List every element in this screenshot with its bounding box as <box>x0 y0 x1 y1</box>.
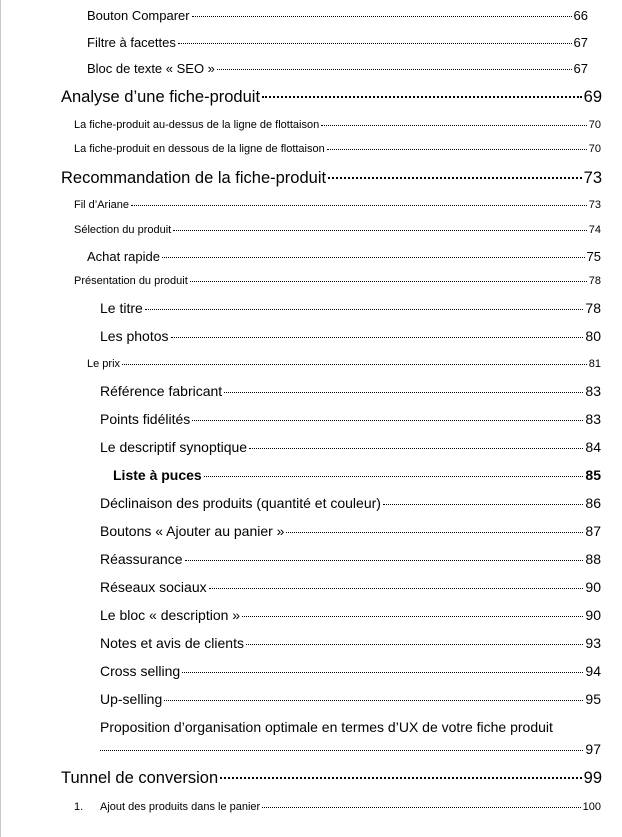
toc-entry-page: 90 <box>585 579 601 595</box>
toc-entry[interactable] <box>74 143 601 155</box>
toc-entry-page: 74 <box>588 224 601 236</box>
dot-leader <box>182 672 583 673</box>
toc-entry-label: Bouton Comparer <box>87 8 190 23</box>
toc-entry[interactable] <box>100 551 601 567</box>
toc-entry-page: 95 <box>585 691 601 707</box>
toc-entry-wrapped-leader[interactable] <box>100 741 601 757</box>
toc-entry-number: 1. <box>74 801 84 813</box>
toc-entry[interactable] <box>74 224 601 236</box>
toc-entry[interactable] <box>100 663 601 679</box>
toc-entry-page: 88 <box>585 551 601 567</box>
toc-entry-label: Référence fabricant <box>100 383 223 399</box>
toc-heading-page: 99 <box>583 769 602 787</box>
toc-entry-label: Le titre <box>100 300 143 316</box>
toc-entry-label: Fil d’Ariane <box>74 199 130 211</box>
toc-entry[interactable] <box>87 358 601 370</box>
dot-leader <box>262 96 582 98</box>
toc-entry-label: Déclinaison des produits (quantité et couleur) <box>100 495 381 511</box>
toc-entry-label: La fiche-produit au-dessus de la ligne de flottaison <box>74 119 320 131</box>
toc-entry[interactable] <box>100 523 601 539</box>
toc-entry-page: 87 <box>585 523 601 539</box>
toc-entry[interactable] <box>87 249 601 264</box>
toc-heading-label: Analyse d’une fiche-produit <box>61 88 261 106</box>
toc-entry[interactable] <box>100 607 601 623</box>
toc-entry[interactable] <box>100 383 601 399</box>
dot-leader <box>204 476 584 477</box>
dot-leader <box>262 807 580 808</box>
dot-leader <box>209 588 584 589</box>
toc-entry-page: 80 <box>585 328 601 344</box>
dot-leader <box>327 149 587 150</box>
dot-leader <box>217 69 572 70</box>
toc-entry[interactable] <box>100 579 601 595</box>
toc-entry-page: 84 <box>585 439 601 455</box>
toc-entry-label: Notes et avis de clients <box>100 635 244 651</box>
toc-entry-page: 73 <box>588 199 601 211</box>
toc-entry-label: Boutons « Ajouter au panier » <box>100 523 285 539</box>
toc-entry-label: Filtre à facettes <box>87 35 176 50</box>
toc-entry-page: 100 <box>582 801 601 813</box>
toc-entry-label: Présentation du produit <box>74 275 188 287</box>
toc-entry-label: Ajout des produits dans le panier <box>100 801 261 813</box>
toc-entry-page: 94 <box>585 663 601 679</box>
toc-heading[interactable] <box>61 769 602 788</box>
dot-leader <box>249 448 583 449</box>
dot-leader <box>162 257 585 258</box>
dot-leader <box>246 644 583 645</box>
toc-entry-label: Points fidélités <box>100 411 191 427</box>
dot-leader <box>173 230 587 231</box>
toc-entry[interactable] <box>100 300 601 316</box>
dot-leader <box>171 337 584 338</box>
toc-entry[interactable] <box>87 8 588 23</box>
toc-entry-page: 90 <box>585 607 601 623</box>
dot-leader <box>220 777 581 779</box>
dot-leader <box>328 177 582 179</box>
toc-entry-label: La fiche-produit en dessous de la ligne de flottaison <box>74 143 325 155</box>
toc-entry-page: 83 <box>585 411 601 427</box>
dot-leader <box>100 750 583 751</box>
dot-leader <box>192 16 572 17</box>
toc-entry-label: Cross selling <box>100 663 181 679</box>
dot-leader <box>178 43 572 44</box>
toc-entry-page: 67 <box>573 61 588 76</box>
toc-entry[interactable] <box>100 328 601 344</box>
toc-heading[interactable] <box>61 169 602 188</box>
dot-leader <box>192 420 583 421</box>
toc-entry[interactable] <box>74 199 601 211</box>
toc-entry-page: 86 <box>585 495 601 511</box>
toc-entry-label: Liste à puces <box>113 467 202 483</box>
toc-entry-page: 97 <box>585 741 601 757</box>
toc-entry-page: 70 <box>588 143 601 155</box>
toc-entry-page: 66 <box>573 8 588 23</box>
toc-entry[interactable] <box>100 635 601 651</box>
dot-leader <box>122 364 587 365</box>
dot-leader <box>321 125 587 126</box>
toc-heading[interactable] <box>61 88 602 107</box>
toc-entry-page: 83 <box>585 383 601 399</box>
toc-entry[interactable] <box>113 467 601 483</box>
toc-entry-page: 85 <box>585 467 601 483</box>
toc-entry-page: 93 <box>585 635 601 651</box>
toc-entry-page: 78 <box>588 275 601 287</box>
toc-entry[interactable] <box>87 35 588 50</box>
toc-entry-page: 75 <box>586 249 601 264</box>
toc-entry-page: 81 <box>588 358 601 370</box>
toc-heading-page: 73 <box>583 169 602 187</box>
toc-entry[interactable] <box>100 411 601 427</box>
toc-entry-label: Réseaux sociaux <box>100 579 207 595</box>
dot-leader <box>185 560 584 561</box>
toc-entry[interactable] <box>100 495 601 511</box>
toc-entry-page: 78 <box>585 300 601 316</box>
toc-entry-label: Up-selling <box>100 691 163 707</box>
toc-entry-page: 67 <box>573 35 588 50</box>
toc-entry[interactable] <box>87 61 588 76</box>
toc-entry-label: Le prix <box>87 358 121 370</box>
toc-entry-label: Le bloc « description » <box>100 607 241 623</box>
toc-entry-page: 70 <box>588 119 601 131</box>
dot-leader <box>131 205 587 206</box>
toc-entry[interactable] <box>100 691 601 707</box>
toc-entry-label: Réassurance <box>100 551 183 567</box>
dot-leader <box>164 700 583 701</box>
toc-entry-label: Bloc de texte « SEO » <box>87 61 215 76</box>
dot-leader <box>286 532 583 533</box>
dot-leader <box>242 616 583 617</box>
toc-entry[interactable] <box>74 119 601 131</box>
dot-leader <box>224 392 583 393</box>
toc-entry[interactable] <box>100 439 601 455</box>
toc-entry-label: Le descriptif synoptique <box>100 439 248 455</box>
dot-leader <box>383 504 583 505</box>
dot-leader <box>190 281 587 282</box>
toc-entry-wrapped-label[interactable]: Proposition d’organisation optimale en termes d’UX de votre fiche produit <box>100 719 553 735</box>
toc-heading-label: Recommandation de la fiche-produit <box>61 169 327 187</box>
page-edge <box>0 0 1 837</box>
dot-leader <box>145 309 584 310</box>
toc-entry[interactable] <box>74 801 601 813</box>
toc-entry-label: Les photos <box>100 328 169 344</box>
toc-entry[interactable] <box>74 275 601 287</box>
toc-heading-label: Tunnel de conversion <box>61 769 219 787</box>
toc-entry-label: Sélection du produit <box>74 224 172 236</box>
toc-heading-page: 69 <box>583 88 602 106</box>
toc-entry-label: Achat rapide <box>87 249 160 264</box>
